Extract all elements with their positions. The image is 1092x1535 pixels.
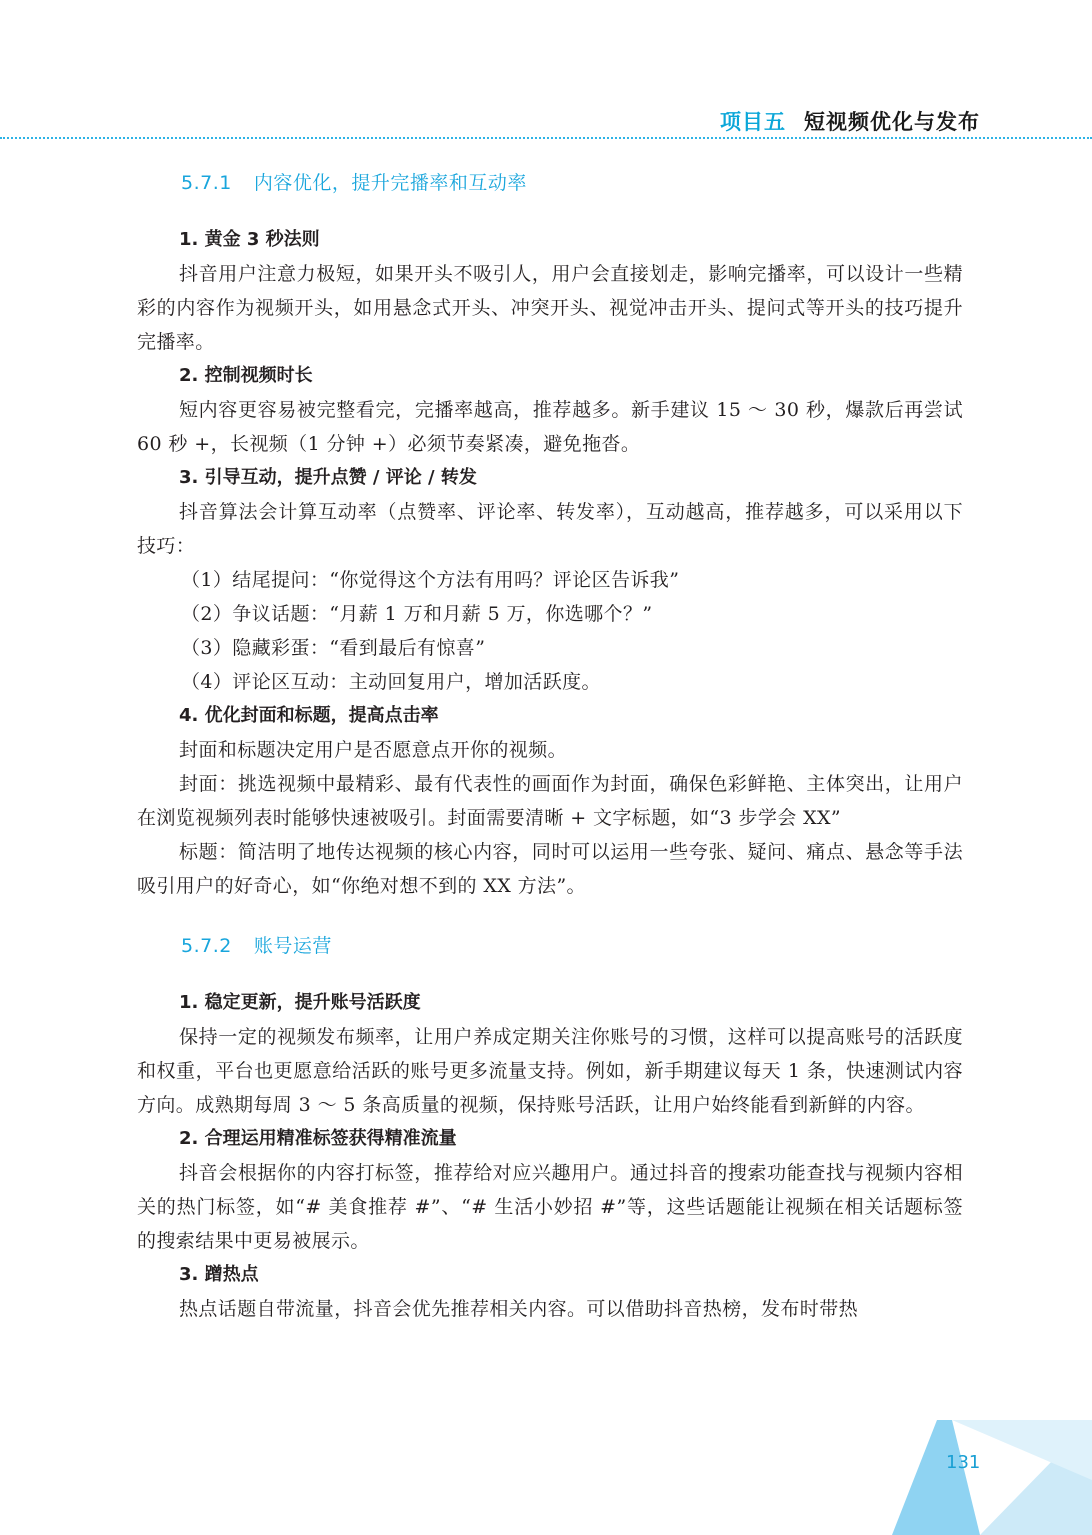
paragraph: 标题：简洁明了地传达视频的核心内容，同时可以运用一些夸张、疑问、痛点、悬念等手法吸引用户的好奇心，如“你绝对想不到的 XX 方法”。 xyxy=(137,841,963,897)
subheading: 1. 黄金 3 秒法则 xyxy=(179,229,320,250)
paragraph: 封面和标题决定用户是否愿意点开你的视频。 xyxy=(179,739,568,761)
list-item: （2）争议话题：“月薪 1 万和月薪 5 万，你选哪个？” xyxy=(181,603,653,625)
subheading: 3. 蹭热点 xyxy=(179,1264,259,1285)
paragraph: 封面：挑选视频中最精彩、最有代表性的画面作为封面，确保色彩鲜艳、主体突出，让用户在浏览视频列表时能够快速被吸引。封面需要清晰 + 文字标题，如“3 步学会 XX” xyxy=(137,773,963,829)
page-number: 131 xyxy=(946,1452,981,1473)
paragraph: 短内容更容易被完整看完，完播率越高，推荐越多。新手建议 15 ～ 30 秒，爆款后再尝试 60 秒 +，长视频（1 分钟 +）必须节奏紧凑，避免拖沓。 xyxy=(137,399,963,455)
paragraph: 抖音会根据你的内容打标签，推荐给对应兴趣用户。通过抖音的搜索功能查找与视频内容相关的热门标签，如“# 美食推荐 #”、“# 生活小妙招 #”等，这些话题能让视频在相关话题标签的搜索结果中更易被展示。 xyxy=(137,1162,963,1252)
section-heading-5-7-1 xyxy=(181,168,963,195)
header-project: 项目五 xyxy=(720,110,786,134)
subheading: 2. 控制视频时长 xyxy=(179,365,313,386)
section-title: 内容优化，提升完播率和互动率 xyxy=(253,172,527,194)
list-item: （1）结尾提问：“你觉得这个方法有用吗？评论区告诉我” xyxy=(181,569,680,591)
subheading: 3. 引导互动，提升点赞 / 评论 / 转发 xyxy=(179,467,477,488)
header-divider xyxy=(0,137,1092,139)
section-number: 5.7.1 xyxy=(181,172,232,194)
page-corner-decoration xyxy=(892,1420,1092,1535)
header-title: 短视频优化与发布 xyxy=(804,110,980,134)
running-header xyxy=(720,106,980,136)
paragraph: 保持一定的视频发布频率，让用户养成定期关注你账号的习惯，这样可以提高账号的活跃度和权重，平台也更愿意给活跃的账号更多流量支持。例如，新手期建议每天 1 条，快速测试内容方向。成熟期每周 3 ～ 5 条高质量的视频，保持账号活跃，让用户始终能看到新鲜的内容。 xyxy=(137,1026,963,1116)
paragraph: 热点话题自带流量，抖音会优先推荐相关内容。可以借助抖音热榜，发布时带热 xyxy=(179,1298,859,1320)
section-body-5-7-1 xyxy=(137,223,963,903)
subheading: 4. 优化封面和标题，提高点击率 xyxy=(179,705,439,726)
list-item: （4）评论区互动：主动回复用户，增加活跃度。 xyxy=(181,671,601,693)
section-number: 5.7.2 xyxy=(181,935,232,957)
page-body xyxy=(137,168,963,1326)
paragraph: 抖音算法会计算互动率（点赞率、评论率、转发率），互动越高，推荐越多，可以采用以下技巧： xyxy=(137,501,963,557)
paragraph: 抖音用户注意力极短，如果开头不吸引人，用户会直接划走，影响完播率，可以设计一些精彩的内容作为视频开头，如用悬念式开头、冲突开头、视觉冲击开头、提问式等开头的技巧提升完播率。 xyxy=(137,263,963,353)
subheading: 2. 合理运用精准标签获得精准流量 xyxy=(179,1128,457,1149)
section-heading-5-7-2 xyxy=(181,931,963,958)
subheading: 1. 稳定更新，提升账号活跃度 xyxy=(179,992,421,1013)
list-item: （3）隐藏彩蛋：“看到最后有惊喜” xyxy=(181,637,486,659)
section-title: 账号运营 xyxy=(253,935,332,957)
section-body-5-7-2 xyxy=(137,986,963,1326)
